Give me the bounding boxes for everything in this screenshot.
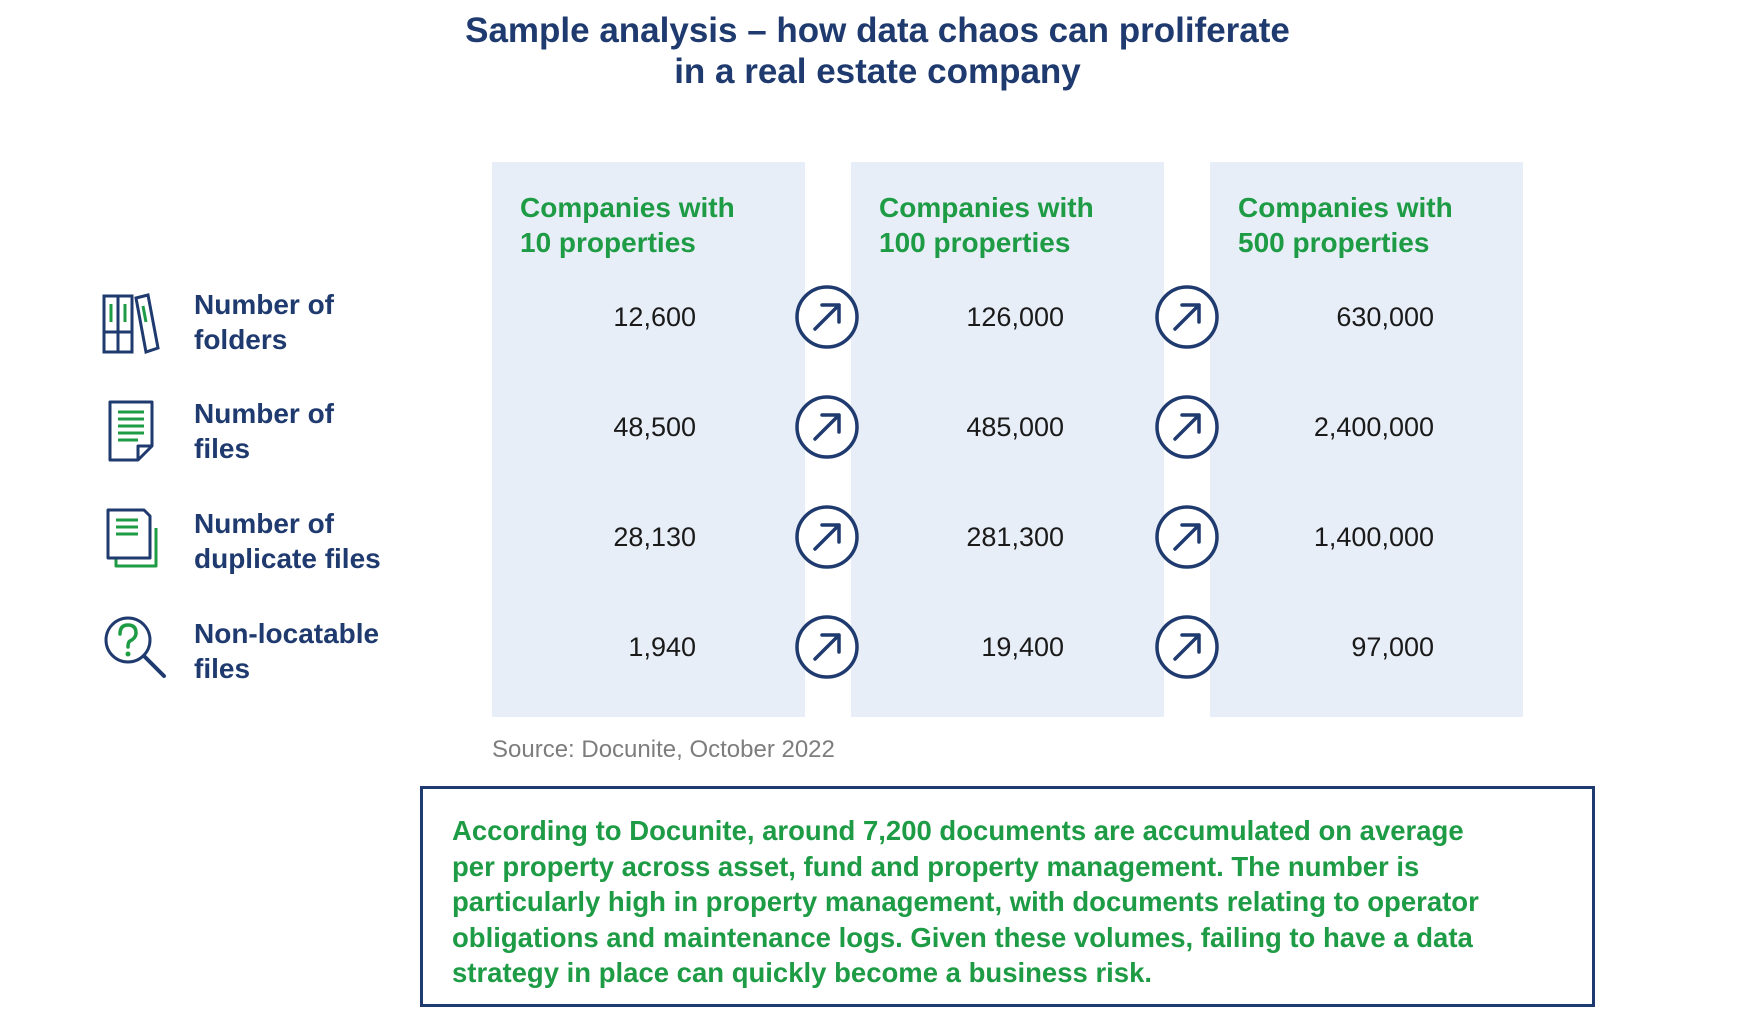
value-folders-100: 126,000 <box>966 302 1064 332</box>
row-label-line: Number of <box>194 508 334 539</box>
column-header-line: 500 properties <box>1238 227 1430 258</box>
arrow-up-right-circle-icon <box>794 504 860 570</box>
file-icon <box>100 398 170 468</box>
value-duplicate-files-500: 1,400,000 <box>1313 522 1434 552</box>
row-label-duplicate-files <box>194 506 381 576</box>
summary-line: per property across asset, fund and property management. The number is <box>452 850 1420 882</box>
value-non-locatable-files-100: 19,400 <box>981 632 1064 662</box>
magnifier-question-icon <box>100 612 170 682</box>
column-header-line: Companies with <box>520 192 735 223</box>
column-header-10-properties <box>520 190 735 260</box>
column-header-line: Companies with <box>879 192 1094 223</box>
column-header-100-properties <box>879 190 1094 260</box>
arrow-up-right-circle-icon <box>794 614 860 680</box>
row-label-line: duplicate files <box>194 543 381 574</box>
row-label-line: folders <box>194 324 288 355</box>
summary-line: particularly high in property management, with documents relating to operator <box>452 886 1479 917</box>
value-folders-500: 630,000 <box>1336 302 1434 332</box>
summary-line: According to Docunite, around 7,200 documents are accumulated on average <box>452 815 1464 846</box>
title-line-2: in a real estate company <box>674 52 1081 91</box>
arrow-up-right-circle-icon <box>1154 504 1220 570</box>
row-label-folders <box>194 287 334 357</box>
row-label-line: Non-locatable <box>194 618 380 649</box>
summary-box <box>420 786 1595 1007</box>
arrow-up-right-circle-icon <box>1154 614 1220 680</box>
row-label-files <box>194 396 334 466</box>
row-label-non-locatable-files <box>194 616 379 686</box>
row-label-line: files <box>194 433 251 464</box>
value-files-10: 48,500 <box>613 412 696 442</box>
value-folders-10: 12,600 <box>613 302 696 332</box>
source-note: Source: Docunite, October 2022 <box>492 736 835 763</box>
arrow-up-right-circle-icon <box>794 394 860 460</box>
arrow-up-right-circle-icon <box>794 284 860 350</box>
value-duplicate-files-100: 281,300 <box>966 522 1064 552</box>
column-header-line: Companies with <box>1238 192 1453 223</box>
value-duplicate-files-10: 28,130 <box>613 522 696 552</box>
arrow-up-right-circle-icon <box>1154 394 1220 460</box>
row-label-line: Number of <box>194 289 334 320</box>
column-header-500-properties <box>1238 190 1453 260</box>
column-header-line: 100 properties <box>879 227 1071 258</box>
column-header-line: 10 properties <box>520 227 696 258</box>
value-non-locatable-files-500: 97,000 <box>1351 632 1434 662</box>
duplicate-files-icon <box>100 506 170 576</box>
summary-line: obligations and maintenance logs. Given these volumes, failing to have a data <box>452 921 1473 953</box>
value-files-100: 485,000 <box>966 412 1064 442</box>
value-non-locatable-files-10: 1,940 <box>628 632 696 662</box>
summary-line: strategy in place can quickly become a business risk. <box>452 957 1153 988</box>
value-files-500: 2,400,000 <box>1313 412 1434 442</box>
row-label-line: Number of <box>194 398 334 429</box>
folders-icon <box>100 290 170 360</box>
row-label-line: files <box>194 653 251 684</box>
arrow-up-right-circle-icon <box>1154 284 1220 350</box>
page-title <box>0 10 1755 92</box>
title-line-1: Sample analysis – how data chaos can proliferate <box>465 11 1290 50</box>
